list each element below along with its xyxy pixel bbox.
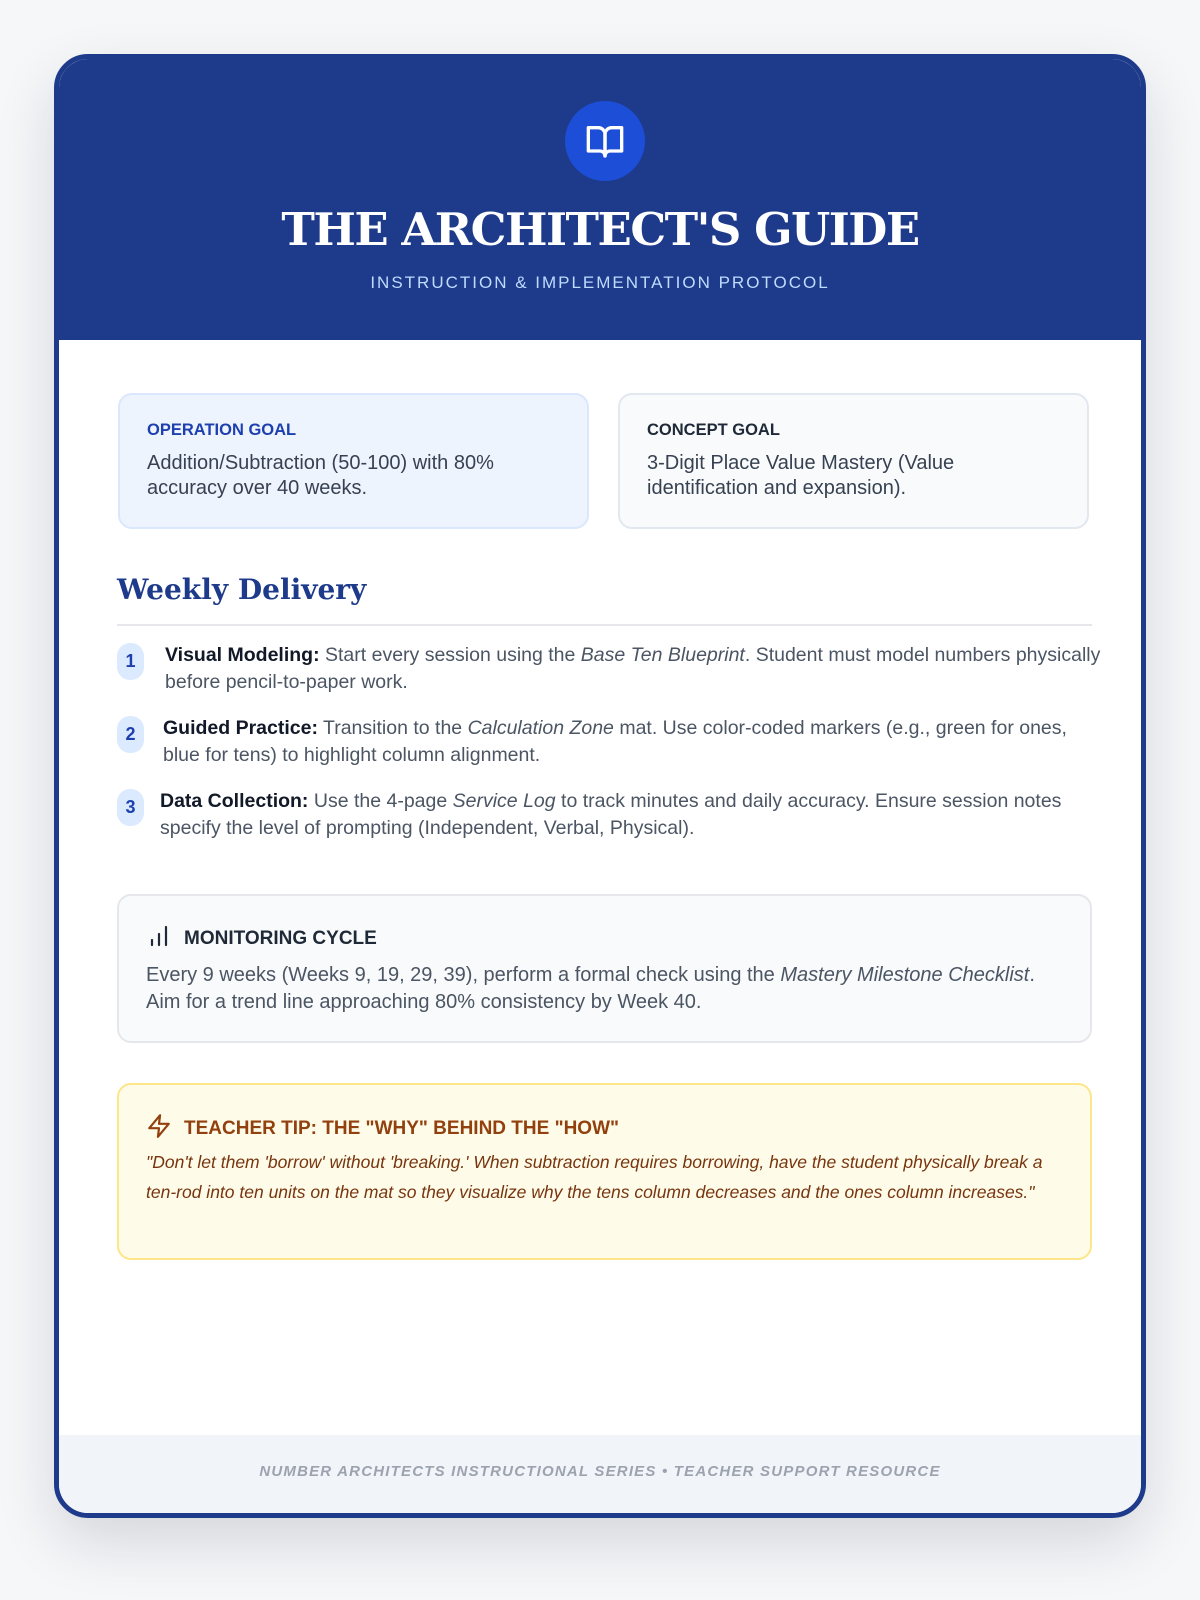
monitoring-header [146,924,1063,952]
monitoring-text: Every 9 weeks (Weeks 9, 19, 29, 39), perform a formal check using the Mastery Milestone Checklist. Aim for a trend line approaching 80% consistency by Week 40. [146,964,1035,1013]
teacher-tip-box [117,1083,1092,1260]
resource-name: Mastery Milestone Checklist [780,964,1030,986]
operation-goal-label: OPERATION GOAL [147,421,297,439]
bar-chart-icon [146,924,172,948]
concept-goal-label: CONCEPT GOAL [647,421,780,439]
tip-title: TEACHER TIP: THE "WHY" BEHIND THE "HOW" [184,1118,620,1139]
concept-goal-card [618,393,1089,529]
resource-name: Base Ten Blueprint [580,644,745,666]
open-book-icon [584,121,626,161]
tip-quote: "Don't let them 'borrow' without 'breaking.' When subtraction requires borrowing, have the student physically break a ten-rod into ten units on the mat so they visualize why the tens column decreases and the ones column increases." [146,1152,1043,1202]
logo-badge [565,101,645,181]
step-text: Visual Modeling: Start every session using the Base Ten Blueprint. Student must model numbers physically before pencil-to-paper work. [165,644,1101,693]
header-banner [59,59,1141,340]
section-divider [117,624,1092,626]
step-number-badge: 1 [117,643,144,680]
step-number-badge: 3 [117,789,144,826]
page-title: THE ARCHITECT'S GUIDE [281,203,919,256]
step-title: Guided Practice: [163,717,318,739]
lightning-icon [146,1113,172,1139]
step-title: Data Collection: [160,790,309,812]
tip-header [146,1113,1063,1141]
step-number-badge: 2 [117,716,144,753]
monitoring-title: MONITORING CYCLE [184,928,377,949]
footer: NUMBER ARCHITECTS INSTRUCTIONAL SERIES • TEACHER SUPPORT RESOURCE [59,1435,1141,1513]
step-title: Visual Modeling: [165,644,320,666]
operation-goal-text: Addition/Subtraction (50-100) with 80% accuracy over 40 weeks. [147,452,494,499]
page-subtitle: INSTRUCTION & IMPLEMENTATION PROTOCOL [370,273,830,292]
operation-goal-card [118,393,589,529]
step-text: Data Collection: Use the 4-page Service Log to track minutes and daily accuracy. Ensure session notes specify the level of prompting (Independent, Verbal, Physical). [160,790,1062,839]
guide-card [54,54,1146,1518]
resource-name: Calculation Zone [467,717,614,739]
resource-name: Service Log [452,790,556,812]
weekly-delivery-heading: Weekly Delivery [117,573,367,606]
step-text: Guided Practice: Transition to the Calculation Zone mat. Use color-coded markers (e.g., green for ones, blue for tens) to highlight column alignment. [163,717,1067,766]
concept-goal-text: 3-Digit Place Value Mastery (Value identification and expansion). [647,452,955,499]
monitoring-cycle-box [117,894,1092,1043]
